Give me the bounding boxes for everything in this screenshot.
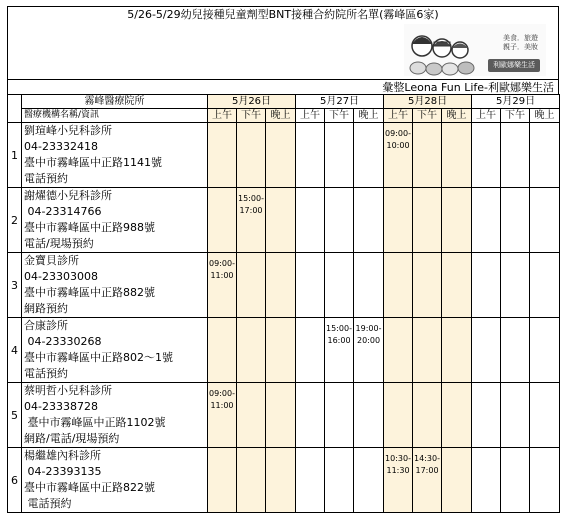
clinic-address: 臺中市霧峰區中正路802～1號 (24, 351, 173, 364)
clinic-number: 5 (8, 383, 22, 448)
header-day-4: 5月29日 (472, 95, 560, 109)
time-slot-cell (266, 123, 296, 188)
time-slot-cell (472, 123, 501, 188)
session-label: 晚上 (354, 109, 384, 123)
session-label: 下午 (325, 109, 354, 123)
clinic-address: 臺中市霧峰區中正路882號 (24, 286, 155, 299)
time-slot-cell (266, 318, 296, 383)
time-slot-value: 15:00- 17:00 (238, 194, 264, 215)
time-slot-cell (472, 253, 501, 318)
time-slot-cell (530, 448, 560, 513)
time-slot-cell (472, 188, 501, 253)
header-day-2: 5月27日 (296, 95, 384, 109)
clinic-address: 臺中市霧峰區中正路1141號 (24, 156, 162, 169)
time-slot-cell (501, 188, 530, 253)
table-row (8, 188, 560, 253)
table-row (8, 448, 560, 513)
time-slot-cell (237, 383, 266, 448)
time-slot-cell (208, 253, 237, 318)
time-slot-cell (325, 383, 354, 448)
clinic-number: 4 (8, 318, 22, 383)
time-slot-cell (325, 253, 354, 318)
clinic-booking: 電話預約 (24, 172, 68, 185)
header-group-label: 霧峰醫療院所 (22, 95, 208, 109)
header-row-days (8, 95, 560, 109)
time-slot-cell (266, 253, 296, 318)
time-slot-cell (208, 188, 237, 253)
clinic-name: 楊繼雄內科診所 (24, 449, 101, 462)
time-slot-cell (354, 448, 384, 513)
time-slot-cell (208, 318, 237, 383)
time-slot-cell (501, 123, 530, 188)
clinic-booking: 電話預約 (24, 367, 68, 380)
clinic-phone: 04-23393135 (24, 465, 102, 478)
time-slot-cell (530, 253, 560, 318)
time-slot-cell (472, 318, 501, 383)
time-slot-cell (530, 318, 560, 383)
clinic-phone: 04-23314766 (24, 205, 102, 218)
clinic-phone: 04-23338728 (24, 400, 98, 413)
clinic-address: 臺中市霧峰區中正路988號 (24, 221, 155, 234)
clinic-address: 臺中市霧峰區中正路822號 (24, 481, 155, 494)
clinic-booking: 網路/電話/現場預約 (24, 432, 120, 445)
time-slot-cell (530, 123, 560, 188)
credit-line: 彙整Leona Fun Life-利歐娜樂生活 (7, 79, 559, 94)
time-slot-value: 14:30- 17:00 (414, 454, 440, 475)
brand-logo (404, 24, 546, 76)
time-slot-cell (413, 253, 442, 318)
header-info-label: 醫療機構名稱/資訊 (22, 109, 208, 123)
time-slot-cell (266, 448, 296, 513)
time-slot-cell (237, 448, 266, 513)
time-slot-cell (501, 253, 530, 318)
time-slot-cell (413, 383, 442, 448)
clinic-booking: 網路預約 (24, 302, 68, 315)
time-slot-cell (237, 188, 266, 253)
time-slot-cell (296, 448, 325, 513)
time-slot-cell (384, 188, 413, 253)
time-slot-cell (413, 318, 442, 383)
clinic-info (22, 253, 208, 318)
time-slot-cell (354, 318, 384, 383)
time-slot-cell (354, 188, 384, 253)
time-slot-cell (501, 448, 530, 513)
page-title: 5/26-5/29幼兒接種兒童劑型BNT接種合約院所名單(霧峰區6家) (7, 6, 559, 22)
time-slot-cell (237, 253, 266, 318)
session-label: 上午 (384, 109, 413, 123)
time-slot-cell (413, 448, 442, 513)
time-slot-value: 09:00- 11:00 (209, 389, 235, 410)
time-slot-cell (384, 448, 413, 513)
time-slot-cell (237, 123, 266, 188)
clinic-number: 1 (8, 123, 22, 188)
clinic-number: 3 (8, 253, 22, 318)
time-slot-cell (442, 188, 472, 253)
time-slot-cell (413, 188, 442, 253)
logo-tagline-2: 親子．美妝 (503, 43, 538, 51)
time-slot-cell (530, 383, 560, 448)
time-slot-cell (472, 448, 501, 513)
time-slot-cell (296, 318, 325, 383)
clinic-name: 合康診所 (24, 319, 68, 332)
time-slot-cell (296, 188, 325, 253)
time-slot-cell (208, 123, 237, 188)
header-day-1: 5月26日 (208, 95, 296, 109)
header-day-3: 5月28日 (384, 95, 472, 109)
time-slot-value: 19:00- 20:00 (355, 324, 382, 345)
time-slot-cell (325, 318, 354, 383)
session-label: 下午 (413, 109, 442, 123)
time-slot-cell (530, 188, 560, 253)
clinic-name: 謝燿德小兒科診所 (24, 189, 112, 202)
session-label: 下午 (501, 109, 530, 123)
session-label: 下午 (237, 109, 266, 123)
time-slot-value: 09:00- 11:00 (209, 259, 235, 280)
clinic-address: 臺中市霧峰區中正路1102號 (24, 416, 166, 429)
schedule-table (7, 94, 560, 513)
clinic-info (22, 318, 208, 383)
header-blank (8, 95, 22, 109)
session-label: 上午 (296, 109, 325, 123)
logo-row (7, 22, 559, 79)
clinic-booking: 電話預約 (24, 497, 72, 510)
logo-tagline-1: 美食．旅遊 (503, 34, 538, 42)
session-label: 晚上 (530, 109, 560, 123)
time-slot-cell (208, 448, 237, 513)
table-row (8, 318, 560, 383)
header-row-sessions (8, 109, 560, 123)
time-slot-cell (354, 383, 384, 448)
session-label: 晚上 (442, 109, 472, 123)
time-slot-value: 10:30- 11:30 (385, 454, 411, 475)
time-slot-cell (354, 253, 384, 318)
clinic-name: 蔡明哲小兒科診所 (24, 384, 112, 397)
clinic-phone: 04-23332418 (24, 140, 98, 153)
time-slot-cell (501, 318, 530, 383)
time-slot-cell (501, 383, 530, 448)
table-row (8, 123, 560, 188)
logo-tagline (503, 34, 538, 52)
time-slot-cell (237, 318, 266, 383)
clinic-number: 2 (8, 188, 22, 253)
time-slot-cell (442, 123, 472, 188)
time-slot-cell (384, 383, 413, 448)
time-slot-value: 09:00- 10:00 (385, 129, 411, 150)
clinic-number: 6 (8, 448, 22, 513)
table-row (8, 383, 560, 448)
session-label: 上午 (208, 109, 237, 123)
time-slot-cell (208, 383, 237, 448)
session-label: 上午 (472, 109, 501, 123)
table-row (8, 253, 560, 318)
clinic-phone: 04-23330268 (24, 335, 102, 348)
time-slot-cell (384, 318, 413, 383)
time-slot-cell (325, 188, 354, 253)
session-label: 晚上 (266, 109, 296, 123)
time-slot-cell (384, 123, 413, 188)
time-slot-cell (472, 383, 501, 448)
time-slot-cell (442, 318, 472, 383)
time-slot-cell (384, 253, 413, 318)
logo-button: 利歐娜樂生活 (488, 59, 540, 72)
time-slot-cell (413, 123, 442, 188)
time-slot-value: 15:00- 16:00 (326, 324, 352, 345)
clinic-name: 劉瑄峰小兒科診所 (24, 124, 112, 137)
clinic-info (22, 188, 208, 253)
time-slot-cell (296, 383, 325, 448)
time-slot-cell (266, 383, 296, 448)
time-slot-cell (325, 123, 354, 188)
time-slot-cell (296, 253, 325, 318)
time-slot-cell (266, 188, 296, 253)
clinic-booking: 電話/現場預約 (24, 237, 94, 250)
clinic-info (22, 448, 208, 513)
time-slot-cell (442, 383, 472, 448)
time-slot-cell (442, 448, 472, 513)
cartoon-family-icon (404, 24, 484, 76)
clinic-phone: 04-23303008 (24, 270, 98, 283)
clinic-info (22, 383, 208, 448)
clinic-name: 金寶貝診所 (24, 254, 79, 267)
time-slot-cell (354, 123, 384, 188)
clinic-info (22, 123, 208, 188)
header-blank-2 (8, 109, 22, 123)
time-slot-cell (442, 253, 472, 318)
time-slot-cell (296, 123, 325, 188)
time-slot-cell (325, 448, 354, 513)
